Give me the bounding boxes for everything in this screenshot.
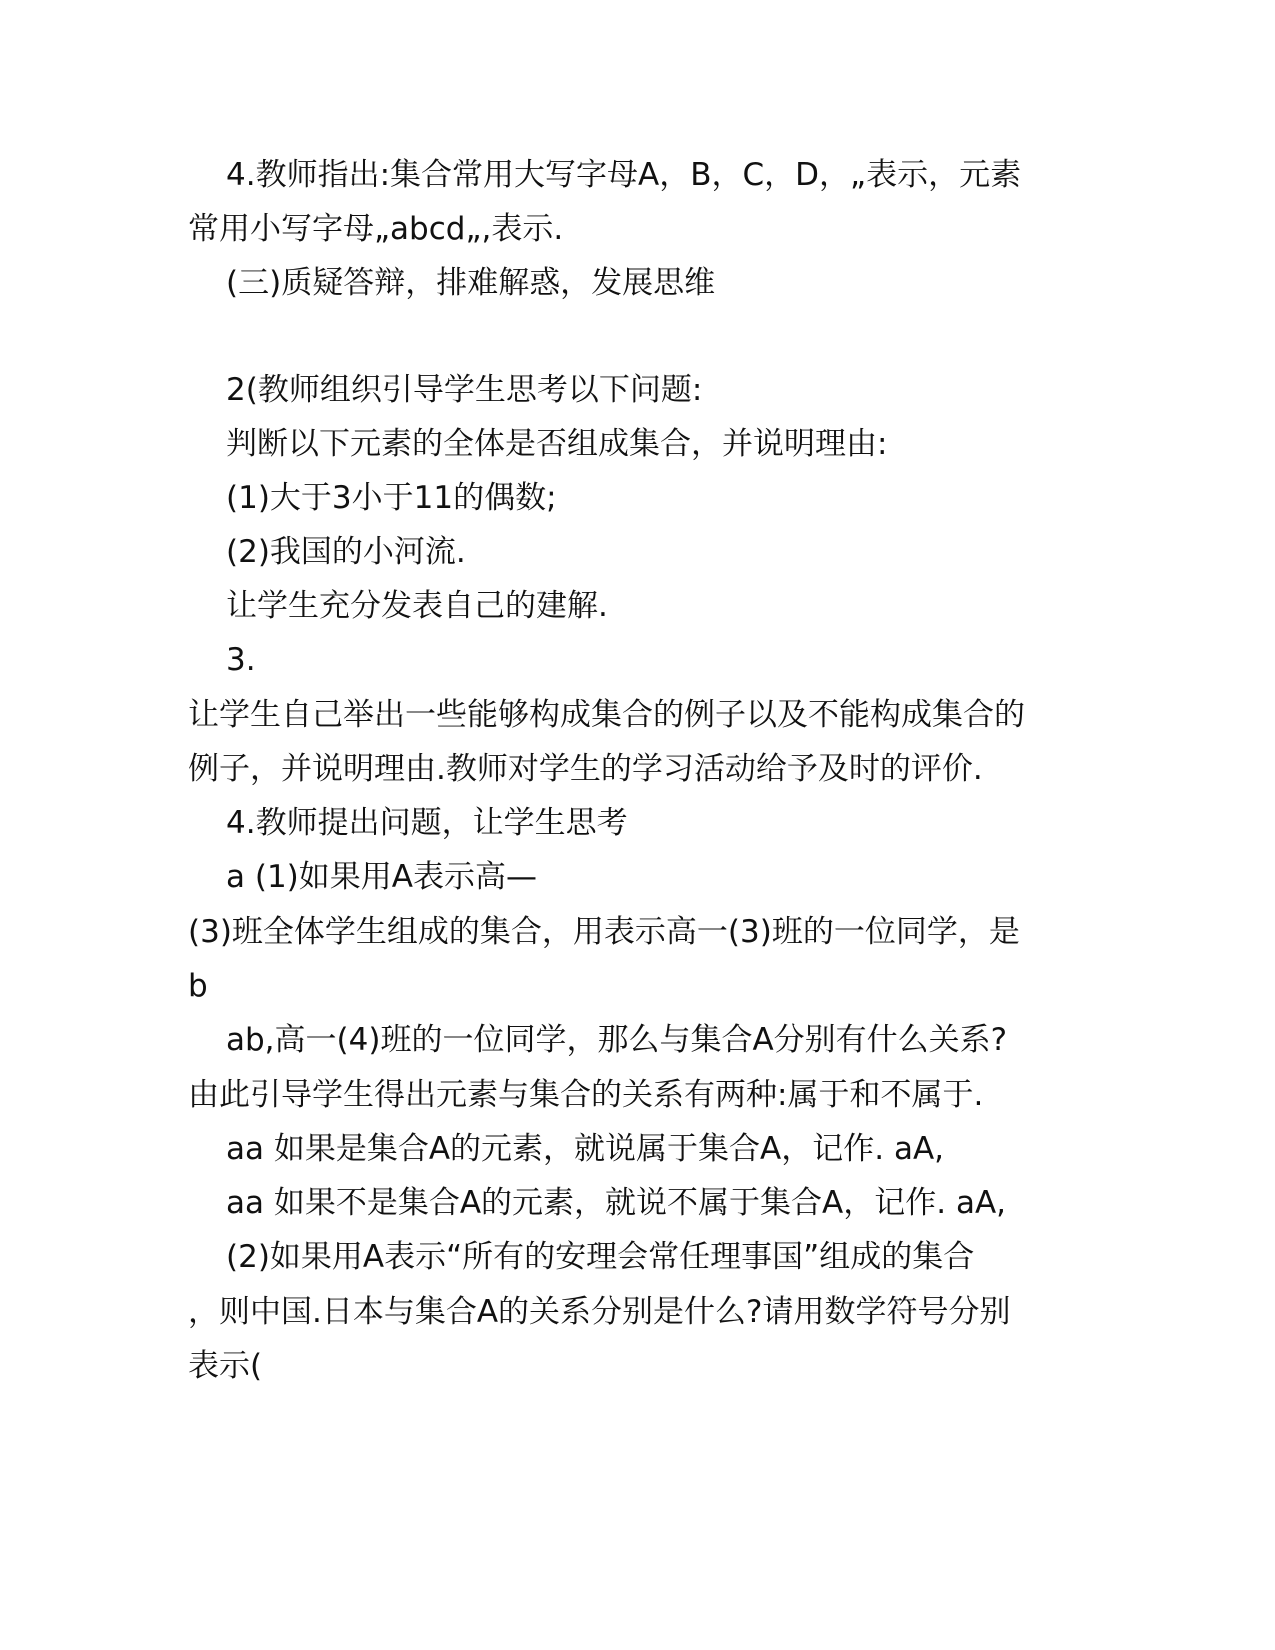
paragraph-line: ，则中国.日本与集合A的关系分别是什么?请用数学符号分别 bbox=[188, 1294, 1011, 1330]
paragraph-line: aa 如果是集合A的元素，就说属于集合A，记作. aA, bbox=[226, 1131, 945, 1167]
paragraph-line: 表示( bbox=[188, 1348, 263, 1384]
paragraph-line: 2(教师组织引导学生思考以下问题: bbox=[226, 372, 703, 408]
paragraph-line: 4.教师提出问题，让学生思考 bbox=[226, 805, 628, 841]
paragraph-line: 让学生自己举出一些能够构成集合的例子以及不能构成集合的 bbox=[188, 697, 1025, 733]
paragraph-line: (2)如果用A表示“所有的安理会常任理事国”组成的集合 bbox=[226, 1239, 975, 1275]
paragraph-line: (3)班全体学生组成的集合，用表示高一(3)班的一位同学，是 bbox=[188, 914, 1020, 950]
paragraph-line: aa 如果不是集合A的元素，就说不属于集合A，记作. aA, bbox=[226, 1185, 1007, 1221]
list-item: (1)大于3小于11的偶数; bbox=[226, 480, 557, 516]
paragraph-line: 例子，并说明理由.教师对学生的学习活动给予及时的评价. bbox=[188, 751, 983, 787]
paragraph-line: 由此引导学生得出元素与集合的关系有两种:属于和不属于. bbox=[188, 1077, 984, 1113]
paragraph-line: 4.教师指出:集合常用大写字母A，B，C，D，„表示，元素 bbox=[226, 157, 1022, 193]
list-item: (2)我国的小河流. bbox=[226, 534, 466, 570]
paragraph-line: 常用小写字母„abcd„,表示. bbox=[188, 211, 564, 247]
paragraph-line: 3. bbox=[226, 642, 256, 678]
paragraph-line: a (1)如果用A表示高— bbox=[226, 859, 537, 895]
section-heading: (三)质疑答辩，排难解惑，发展思维 bbox=[226, 265, 716, 301]
paragraph-line: 让学生充分发表自己的建解. bbox=[226, 588, 608, 624]
paragraph-line: ab,高一(4)班的一位同学，那么与集合A分别有什么关系? bbox=[226, 1022, 1008, 1058]
paragraph-line: 判断以下元素的全体是否组成集合，并说明理由: bbox=[226, 426, 888, 462]
paragraph-line: b bbox=[188, 968, 208, 1004]
